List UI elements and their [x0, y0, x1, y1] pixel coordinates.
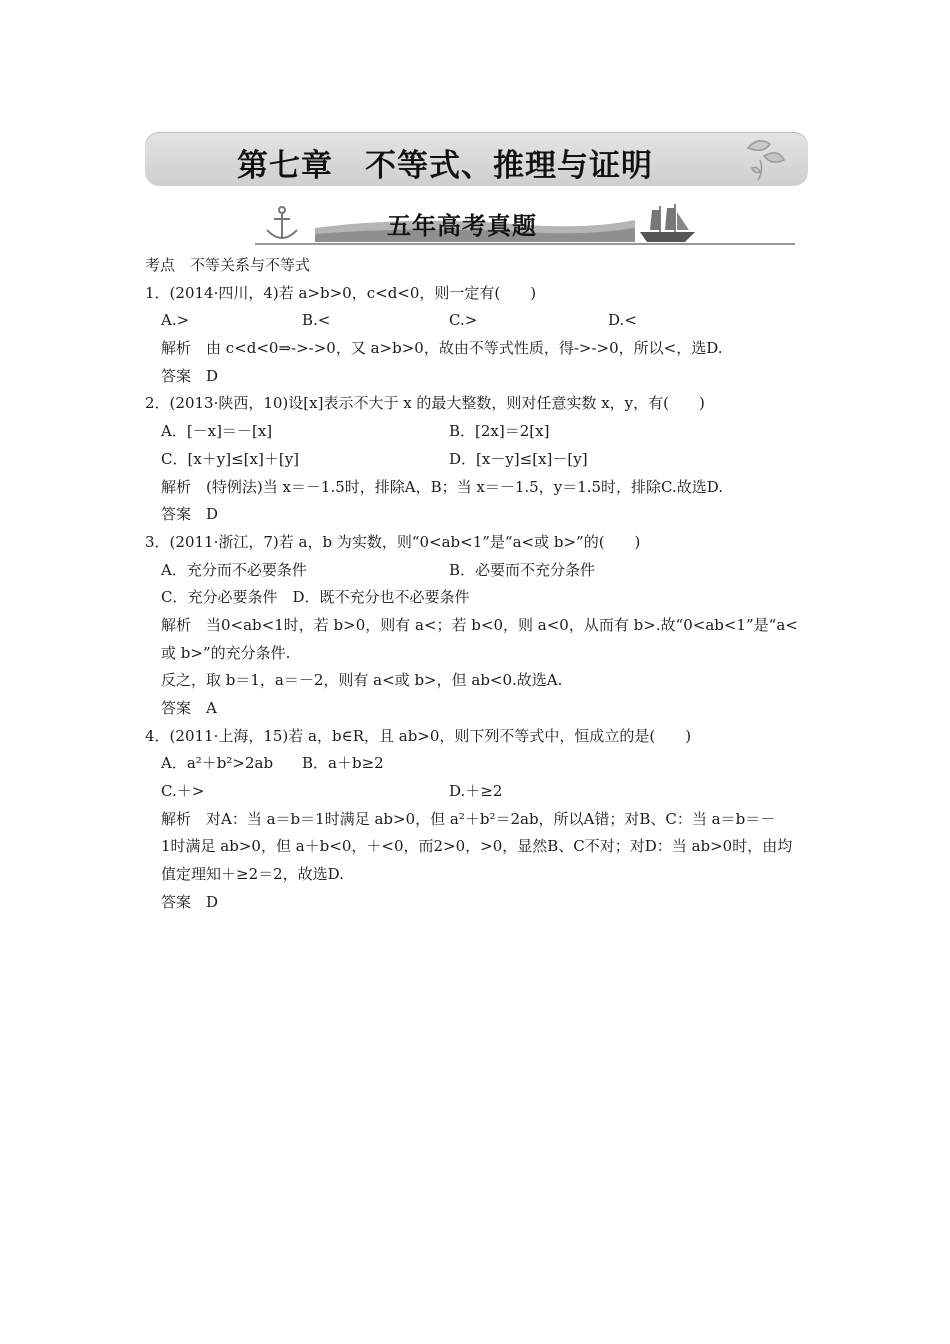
- q2-option-d: D．[x－y]≤[x]－[y]: [449, 449, 588, 468]
- q3-stem: 3．(2011·浙江，7)若 a，b 为实数，则“0<ab<1”是“a<或 b>”的( ): [145, 532, 641, 551]
- q4-stem: 4．(2011·上海，15)若 a，b∈R，且 ab>0，则下列不等式中，恒成立的是( ): [145, 726, 692, 745]
- q3-option-b: B．必要而不充分条件: [449, 560, 596, 579]
- question-list: [145, 252, 815, 917]
- q4-answer: 答案 D: [161, 892, 219, 911]
- q4-option-d: D.＋≥2: [449, 782, 503, 801]
- sailing-ship-icon: [640, 204, 695, 242]
- q1-stem: 1．(2014·四川，4)若 a>b>0，c<d<0，则一定有( ): [145, 283, 537, 302]
- q3-option-a: A．充分而不必要条件: [161, 560, 307, 579]
- q1-analysis: 解析 由 c<d<0⇒->->0，又 a>b>0，故由不等式性质，得->->0，所以<，选D.: [161, 339, 723, 358]
- section-banner-title: 五年高考真题: [387, 212, 537, 240]
- q3-analysis-line1: 解析 当0<ab<1时，若 b>0，则有 a<；若 b<0，则 a<0，从而有 b>.故“0<ab<1”是“a<: [161, 615, 798, 634]
- q4-analysis-line1: 解析 对A：当 a＝b＝1时满足 ab>0，但 a²＋b²＝2ab，所以A错；对B、C：当 a＝b＝－: [161, 809, 776, 828]
- chapter-title: 第七章 不等式、推理与证明: [237, 148, 653, 184]
- topic-heading: 考点 不等关系与不等式: [145, 256, 311, 274]
- q4-options-row1: [145, 750, 815, 778]
- q3-options-row1: [145, 557, 815, 585]
- anchor-icon: [267, 207, 297, 238]
- q1-options: [145, 307, 815, 335]
- q4-analysis-line3: 值定理知＋≥2＝2，故选D.: [161, 865, 344, 884]
- q1-option-a: A.>: [161, 311, 190, 330]
- q4-options-row2: [145, 778, 815, 806]
- flower-decoration-icon: [738, 134, 790, 184]
- q4-analysis-line2: 1时满足 ab>0，但 a＋b<0，＋<0，而2>0，>0，显然B、C不对；对D：当 ab>0时，由均: [161, 837, 793, 856]
- q2-option-b: B．[2x]＝2[x]: [449, 422, 550, 441]
- q1-option-d: D.<: [608, 311, 637, 330]
- q1-option-c: C.>: [449, 311, 478, 330]
- q3-answer: 答案 A: [161, 699, 217, 717]
- q3-analysis-line2: 或 b>”的充分条件.: [161, 643, 291, 662]
- q2-option-c: C．[x＋y]≤[x]＋[y]: [161, 449, 300, 468]
- q3-analysis-line3: 反之，取 b＝1，a＝－2，则有 a<或 b>，但 ab<0.故选A.: [161, 671, 563, 690]
- q2-option-a: A．[－x]＝－[x]: [161, 422, 273, 441]
- q2-answer: 答案 D: [161, 505, 219, 524]
- q4-option-b: B．a＋b≥2: [302, 754, 384, 773]
- q4-option-a: A．a²＋b²>2ab: [161, 754, 274, 773]
- chapter-title-bar: [145, 132, 808, 186]
- q3-options-row2: C．充分必要条件 D．既不充分也不必要条件: [161, 588, 470, 607]
- q2-options-row1: [145, 418, 815, 446]
- q2-stem: 2．(2013·陕西，10)设[x]表示不大于 x 的最大整数，则对任意实数 x，y，有( ): [145, 394, 705, 413]
- q1-option-b: B.<: [302, 311, 331, 330]
- q2-options-row2: [145, 446, 815, 474]
- q1-answer: 答案 D: [161, 366, 219, 385]
- q2-analysis: 解析 (特例法)当 x＝－1.5时，排除A，B；当 x＝－1.5，y＝1.5时，排除C.故选D.: [161, 477, 724, 496]
- q4-option-c: C.＋>: [161, 782, 205, 801]
